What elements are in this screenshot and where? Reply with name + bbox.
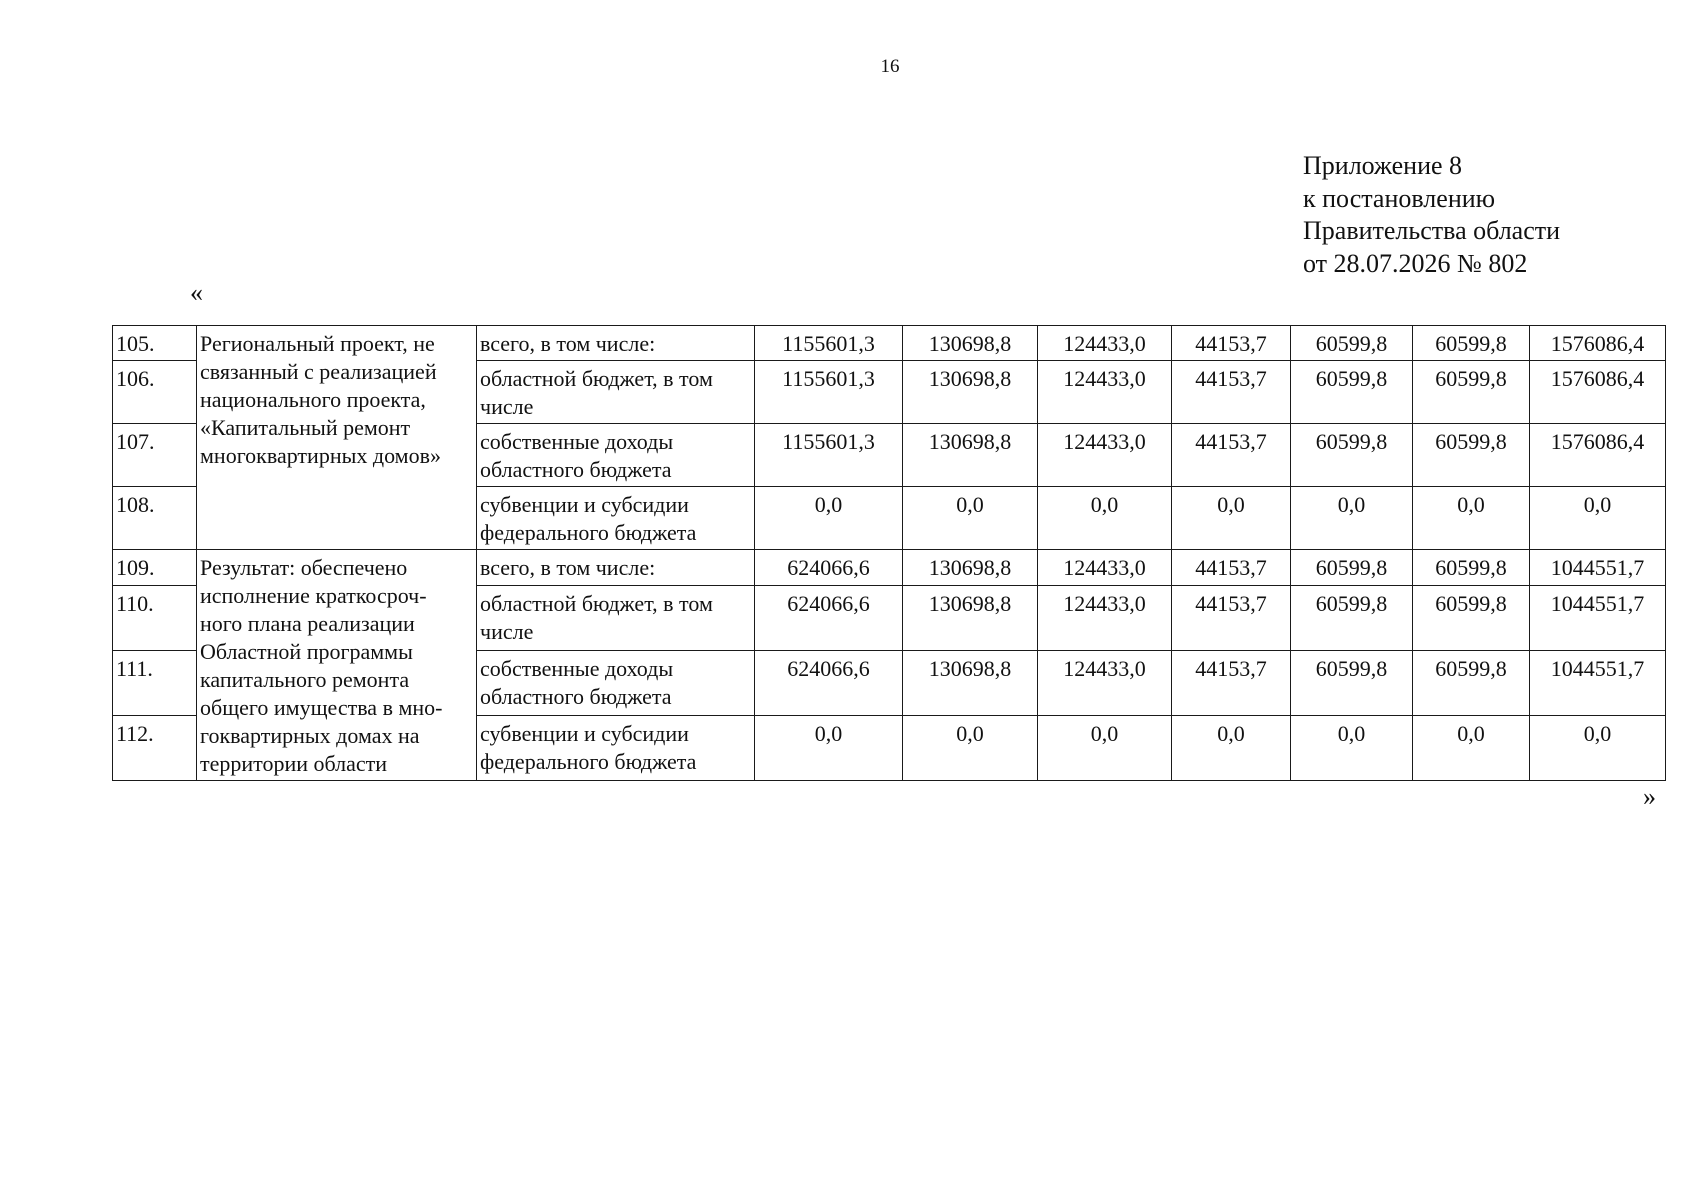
funding-source: собственные доходы областного бюджета — [477, 424, 755, 487]
value-cell: 0,0 — [1413, 487, 1530, 550]
row-number: 109. — [113, 550, 197, 586]
value-cell: 0,0 — [1291, 716, 1413, 781]
value-total: 0,0 — [1530, 716, 1666, 781]
value-cell: 60599,8 — [1413, 550, 1530, 586]
value-cell: 60599,8 — [1291, 550, 1413, 586]
funding-source: всего, в том числе: — [477, 550, 755, 586]
value-cell: 624066,6 — [755, 651, 903, 716]
funding-source: собственные доходы областного бюджета — [477, 651, 755, 716]
appendix-line-4: от 28.07.2026 № 802 — [1303, 248, 1528, 278]
row-number: 108. — [113, 487, 197, 550]
funding-source: субвенции и субсидии федерального бюджета — [477, 487, 755, 550]
value-cell: 60599,8 — [1291, 326, 1413, 361]
value-cell: 0,0 — [1413, 716, 1530, 781]
value-cell: 130698,8 — [903, 424, 1038, 487]
value-cell: 0,0 — [1172, 716, 1291, 781]
appendix-line-2: к постановлению — [1303, 183, 1496, 213]
value-cell: 0,0 — [903, 487, 1038, 550]
opening-quote: « — [190, 278, 203, 307]
value-cell: 44153,7 — [1172, 361, 1291, 424]
funding-source: субвенции и субсидии федерального бюджета — [477, 716, 755, 781]
value-cell: 44153,7 — [1172, 550, 1291, 586]
value-cell: 0,0 — [1038, 487, 1172, 550]
value-cell: 0,0 — [1038, 716, 1172, 781]
value-cell: 124433,0 — [1038, 424, 1172, 487]
value-cell: 1155601,3 — [755, 361, 903, 424]
value-cell: 60599,8 — [1413, 586, 1530, 651]
value-cell: 1155601,3 — [755, 424, 903, 487]
value-cell: 1155601,3 — [755, 326, 903, 361]
value-total: 1044551,7 — [1530, 550, 1666, 586]
value-cell: 0,0 — [1172, 487, 1291, 550]
value-cell: 130698,8 — [903, 326, 1038, 361]
value-cell: 130698,8 — [903, 586, 1038, 651]
value-cell: 124433,0 — [1038, 651, 1172, 716]
value-cell: 44153,7 — [1172, 586, 1291, 651]
value-cell: 60599,8 — [1413, 424, 1530, 487]
row-number: 111. — [113, 651, 197, 716]
appendix-line-3: Правительства области — [1303, 216, 1561, 245]
value-cell: 0,0 — [1291, 487, 1413, 550]
value-cell: 60599,8 — [1413, 361, 1530, 424]
value-cell: 44153,7 — [1172, 651, 1291, 716]
value-total: 1576086,4 — [1530, 361, 1666, 424]
row-number: 112. — [113, 716, 197, 781]
value-cell: 44153,7 — [1172, 326, 1291, 361]
value-cell: 124433,0 — [1038, 326, 1172, 361]
funding-source: всего, в том числе: — [477, 326, 755, 361]
value-cell: 0,0 — [903, 716, 1038, 781]
value-total: 1044551,7 — [1530, 586, 1666, 651]
value-cell: 130698,8 — [903, 651, 1038, 716]
budget-table — [112, 325, 1666, 781]
value-cell: 624066,6 — [755, 586, 903, 651]
row-number: 110. — [113, 586, 197, 651]
value-cell: 60599,8 — [1291, 586, 1413, 651]
table-row — [113, 550, 1666, 586]
value-total: 1044551,7 — [1530, 651, 1666, 716]
value-cell: 124433,0 — [1038, 550, 1172, 586]
value-cell: 60599,8 — [1291, 361, 1413, 424]
project-name: Результат: обеспечено исполнение краткосроч- ного плана реализации Областной программы капитального ремонта общего имущества в мно- гоквартирных домах на территории области — [197, 550, 477, 781]
value-cell: 0,0 — [755, 716, 903, 781]
value-total: 1576086,4 — [1530, 424, 1666, 487]
appendix-header — [1303, 150, 1560, 280]
table-body — [113, 326, 1666, 781]
value-cell: 60599,8 — [1413, 651, 1530, 716]
row-number: 107. — [113, 424, 197, 487]
value-cell: 130698,8 — [903, 361, 1038, 424]
value-cell: 0,0 — [755, 487, 903, 550]
value-cell: 624066,6 — [755, 550, 903, 586]
value-total: 1576086,4 — [1530, 326, 1666, 361]
value-cell: 124433,0 — [1038, 586, 1172, 651]
value-cell: 60599,8 — [1413, 326, 1530, 361]
closing-quote: » — [1643, 782, 1656, 811]
page-number: 16 — [880, 56, 900, 77]
value-cell: 60599,8 — [1291, 424, 1413, 487]
funding-source: областной бюджет, в том числе — [477, 586, 755, 651]
funding-source: областной бюджет, в том числе — [477, 361, 755, 424]
row-number: 106. — [113, 361, 197, 424]
appendix-line-1: Приложение 8 — [1303, 151, 1463, 180]
value-cell: 124433,0 — [1038, 361, 1172, 424]
value-total: 0,0 — [1530, 487, 1666, 550]
value-cell: 130698,8 — [903, 550, 1038, 586]
row-number: 105. — [113, 326, 197, 361]
table-row — [113, 326, 1666, 361]
value-cell: 44153,7 — [1172, 424, 1291, 487]
value-cell: 60599,8 — [1291, 651, 1413, 716]
project-name: Региональный проект, не связанный с реализацией национального проекта, «Капитальный ремонт многоквартирных домов» — [197, 326, 477, 550]
